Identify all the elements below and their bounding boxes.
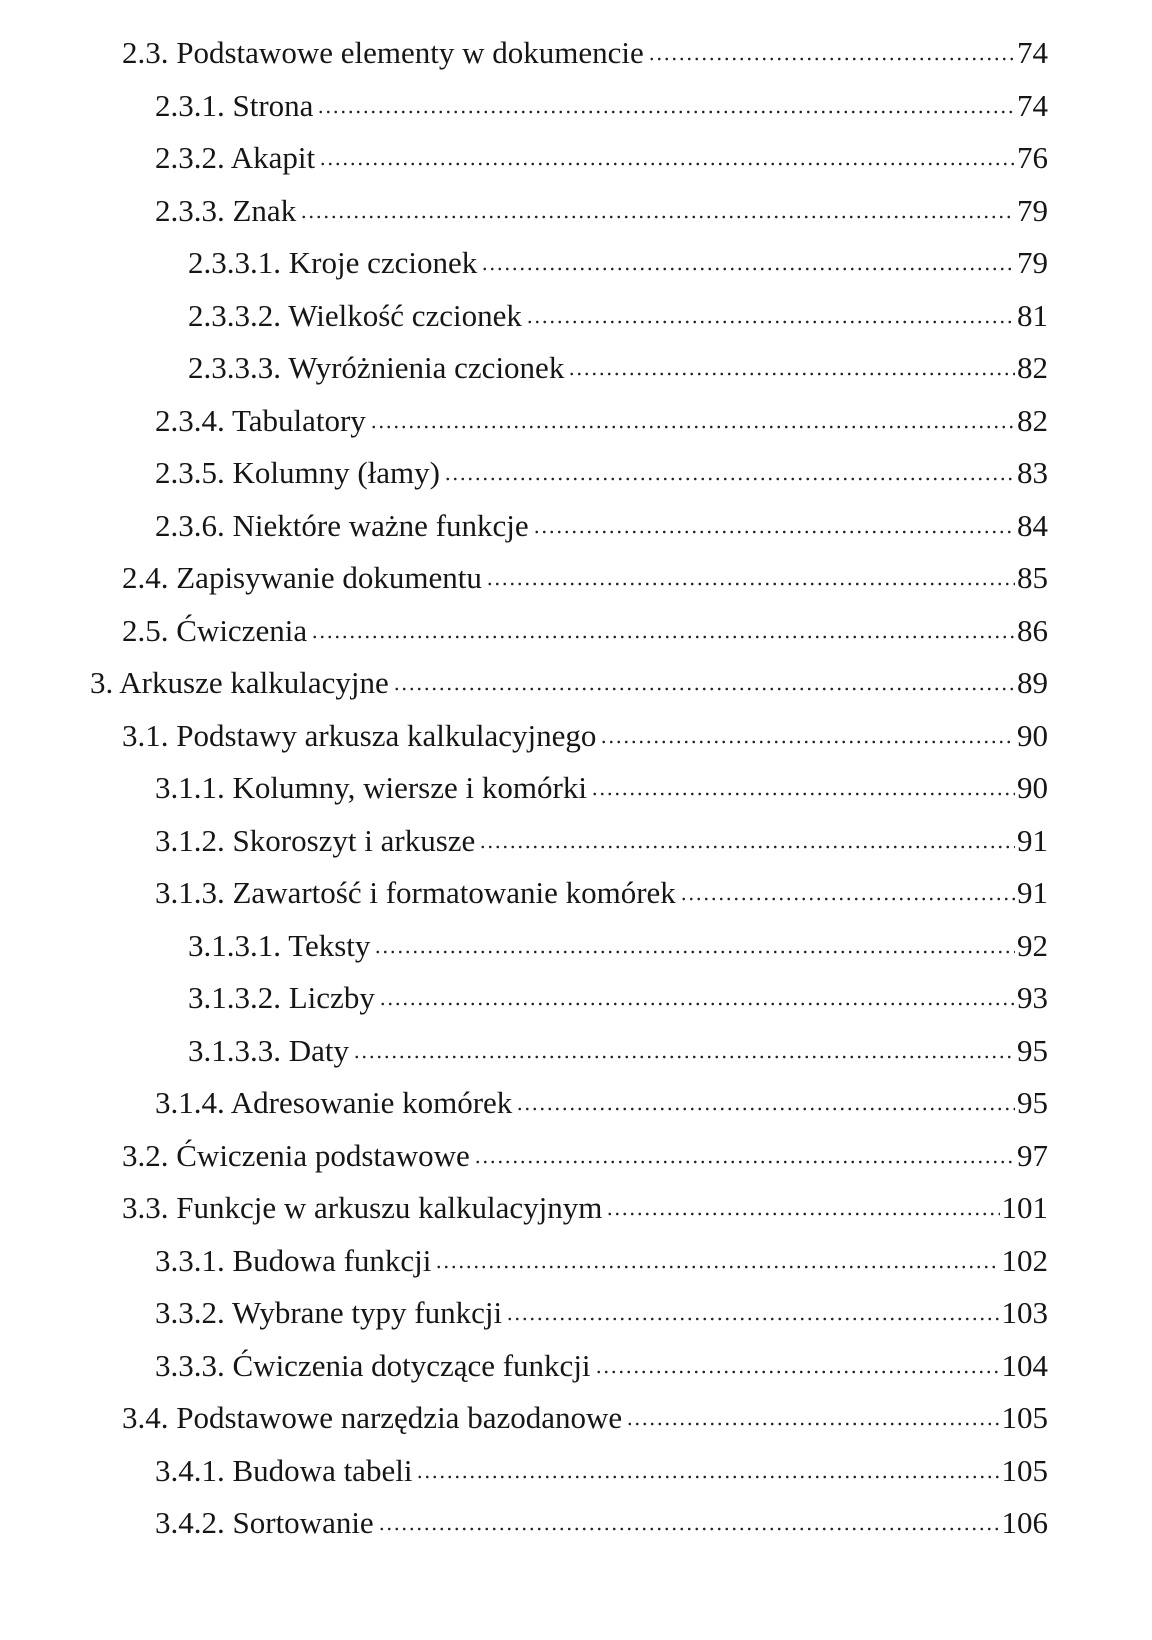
toc-entry-title: 3.3.2. Wybrane typy funkcji xyxy=(155,1295,503,1330)
dot-leader xyxy=(481,266,1015,272)
toc-entry-page: 84 xyxy=(1017,508,1048,543)
toc-entry-page: 89 xyxy=(1017,665,1048,700)
toc-entry[interactable] xyxy=(188,1016,1048,1066)
toc-entry[interactable] xyxy=(155,1226,1048,1276)
toc-entry[interactable] xyxy=(122,18,1048,68)
toc-entry[interactable] xyxy=(122,1121,1048,1171)
toc-entry[interactable] xyxy=(90,648,1048,698)
toc-entry-title: 2.3.6. Niektóre ważne funkcje xyxy=(155,508,529,543)
dot-leader xyxy=(516,1106,1015,1112)
toc-entry[interactable] xyxy=(155,176,1048,226)
dot-leader xyxy=(479,844,1015,850)
toc-entry-page: 74 xyxy=(1017,35,1048,70)
toc-entry-page: 95 xyxy=(1017,1085,1048,1120)
dot-leader xyxy=(435,1264,999,1270)
toc-entry-title: 2.3.3. Znak xyxy=(155,193,297,228)
toc-entry-title: 2.3.1. Strona xyxy=(155,88,314,123)
toc-entry[interactable] xyxy=(155,438,1048,488)
toc-entry-title: 2.3.5. Kolumny (łamy) xyxy=(155,455,440,490)
toc-entry[interactable] xyxy=(122,1383,1048,1433)
dot-leader xyxy=(600,739,1015,745)
dot-leader xyxy=(300,214,1015,220)
toc-entry[interactable] xyxy=(188,333,1048,383)
toc-entry[interactable] xyxy=(188,228,1048,278)
toc-entry[interactable] xyxy=(155,71,1048,121)
dot-leader xyxy=(606,1211,999,1217)
toc-entry-page: 85 xyxy=(1017,560,1048,595)
dot-leader xyxy=(317,109,1015,115)
toc-entry-title: 3.1.2. Skoroszyt i arkusze xyxy=(155,823,476,858)
toc-entry-title: 2.3.2. Akapit xyxy=(155,140,316,175)
toc-entry-title: 3.3.3. Ćwiczenia dotyczące funkcji xyxy=(155,1348,591,1383)
toc-entry-page: 91 xyxy=(1017,823,1048,858)
toc-entry-title: 2.3. Podstawowe elementy w dokumencie xyxy=(122,35,644,70)
toc-entry-page: 103 xyxy=(1001,1295,1048,1330)
toc-entry-title: 3.1.3.2. Liczby xyxy=(188,980,375,1015)
dot-leader xyxy=(506,1316,999,1322)
dot-leader xyxy=(370,424,1015,430)
dot-leader xyxy=(648,56,1015,62)
dot-leader xyxy=(393,686,1015,692)
dot-leader xyxy=(379,1001,1015,1007)
toc-entry[interactable] xyxy=(122,1173,1048,1223)
toc-entry-page: 82 xyxy=(1017,350,1048,385)
toc-entry-title: 3.4. Podstawowe narzędzia bazodanowe xyxy=(122,1400,623,1435)
toc-entry-title: 3.3. Funkcje w arkuszu kalkulacyjnym xyxy=(122,1190,603,1225)
toc-entry[interactable] xyxy=(155,1278,1048,1328)
toc-entry[interactable] xyxy=(155,491,1048,541)
toc-entry-title: 3.1. Podstawy arkusza kalkulacyjnego xyxy=(122,718,597,753)
dot-leader xyxy=(416,1474,999,1480)
dot-leader xyxy=(526,319,1015,325)
dot-leader xyxy=(319,161,1015,167)
toc-entry-title: 3.1.3.3. Daty xyxy=(188,1033,350,1068)
dot-leader xyxy=(474,1159,1015,1165)
dot-leader xyxy=(680,896,1015,902)
toc-entry[interactable] xyxy=(155,1488,1048,1538)
toc-entry[interactable] xyxy=(188,911,1048,961)
dot-leader xyxy=(626,1421,999,1427)
toc-entry-page: 106 xyxy=(1001,1505,1048,1540)
toc-entry[interactable] xyxy=(155,858,1048,908)
toc-entry-title: 3.1.3.1. Teksty xyxy=(188,928,371,963)
toc-entry-page: 76 xyxy=(1017,140,1048,175)
toc-entry-title: 2.3.3.3. Wyróżnienia czcionek xyxy=(188,350,565,385)
dot-leader xyxy=(595,1369,1000,1375)
toc-entry-page: 102 xyxy=(1001,1243,1048,1278)
toc-entry-page: 97 xyxy=(1017,1138,1048,1173)
toc-entry-page: 92 xyxy=(1017,928,1048,963)
toc-entry[interactable] xyxy=(155,1068,1048,1118)
toc-entry-page: 104 xyxy=(1001,1348,1048,1383)
toc-entry-title: 3.4.2. Sortowanie xyxy=(155,1505,374,1540)
toc-entry[interactable] xyxy=(188,281,1048,331)
toc-entry-page: 74 xyxy=(1017,88,1048,123)
toc-entry-page: 105 xyxy=(1001,1453,1048,1488)
toc-entry-page: 95 xyxy=(1017,1033,1048,1068)
dot-leader xyxy=(444,476,1015,482)
toc-entry[interactable] xyxy=(155,806,1048,856)
toc-entry[interactable] xyxy=(155,1331,1048,1381)
toc-entry-title: 3.1.4. Adresowanie komórek xyxy=(155,1085,513,1120)
toc-entry[interactable] xyxy=(155,123,1048,173)
dot-leader xyxy=(311,634,1015,640)
toc-entry-page: 79 xyxy=(1017,193,1048,228)
toc-entry-page: 90 xyxy=(1017,718,1048,753)
toc-entry-title: 2.3.3.2. Wielkość czcionek xyxy=(188,298,522,333)
toc-entry-title: 2.5. Ćwiczenia xyxy=(122,613,308,648)
dot-leader xyxy=(378,1526,1000,1532)
toc-entry[interactable] xyxy=(155,753,1048,803)
toc-entry-title: 3. Arkusze kalkulacyjne xyxy=(90,665,389,700)
toc-entry[interactable] xyxy=(188,963,1048,1013)
toc-entry[interactable] xyxy=(155,1436,1048,1486)
dot-leader xyxy=(533,529,1015,535)
toc-entry-page: 79 xyxy=(1017,245,1048,280)
toc-entry-title: 3.2. Ćwiczenia podstawowe xyxy=(122,1138,470,1173)
toc-entry[interactable] xyxy=(122,701,1048,751)
toc-entry-title: 2.3.3.1. Kroje czcionek xyxy=(188,245,478,280)
toc-entry[interactable] xyxy=(122,596,1048,646)
dot-leader xyxy=(353,1054,1015,1060)
toc-entry-page: 93 xyxy=(1017,980,1048,1015)
toc-entry-title: 2.3.4. Tabulatory xyxy=(155,403,366,438)
toc-entry-page: 81 xyxy=(1017,298,1048,333)
toc-entry-title: 3.3.1. Budowa funkcji xyxy=(155,1243,432,1278)
toc-entry-page: 101 xyxy=(1001,1190,1048,1225)
dot-leader xyxy=(374,949,1015,955)
toc-entry-page: 86 xyxy=(1017,613,1048,648)
toc-entry-page: 82 xyxy=(1017,403,1048,438)
toc-entry-title: 3.4.1. Budowa tabeli xyxy=(155,1453,413,1488)
toc-entry-page: 83 xyxy=(1017,455,1048,490)
toc-entry-title: 2.4. Zapisywanie dokumentu xyxy=(122,560,482,595)
toc-entry[interactable] xyxy=(122,543,1048,593)
toc-entry-title: 3.1.1. Kolumny, wiersze i komórki xyxy=(155,770,587,805)
toc-entry-page: 91 xyxy=(1017,875,1048,910)
toc-entry-title: 3.1.3. Zawartość i formatowanie komórek xyxy=(155,875,676,910)
dot-leader xyxy=(591,791,1015,797)
toc-entry[interactable] xyxy=(155,386,1048,436)
dot-leader xyxy=(568,371,1015,377)
dot-leader xyxy=(486,581,1015,587)
toc-entry-page: 105 xyxy=(1001,1400,1048,1435)
toc-entry-page: 90 xyxy=(1017,770,1048,805)
